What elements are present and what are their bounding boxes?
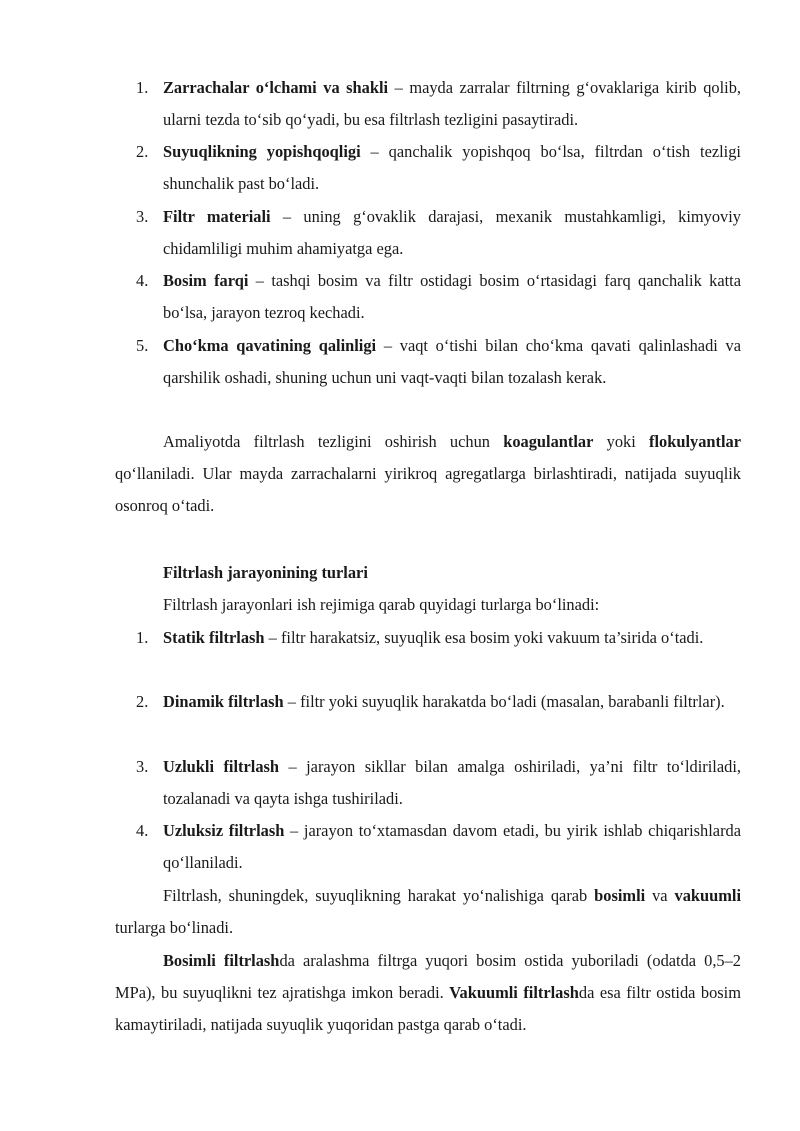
item-term: Zarrachalar o‘lchami va shakli: [163, 78, 389, 97]
section-intro: Filtrlash jarayonlari ish rejimiga qarab quyidagi turlarga bo‘linadi:: [163, 595, 600, 614]
type-item-3: [136, 751, 741, 815]
item-text: – jarayon sikllar bilan amalga oshiriladi, ya’ni filtr to‘ldiriladi, tozalanadi va qayta ishga tushiriladi.: [163, 757, 741, 808]
item-term: Statik filtrlash: [163, 628, 265, 647]
para-text: va: [645, 886, 675, 905]
para-bold-term: koagulantlar: [503, 432, 594, 451]
type-item-2: [136, 686, 741, 718]
factor-item-3: [136, 201, 741, 265]
item-text: – vaqt o‘tishi bilan cho‘kma qavati qalinlashadi va qarshilik oshadi, shuning uchun uni vaqt-vaqti bilan tozalash kerak.: [163, 336, 742, 387]
para-bold-term: Bosimli filtrlash: [163, 951, 280, 970]
para-text: da aralashma filtrga yuqori bosim ostida yuboriladi (odatda 0,5–2 MPa), bu suyuqlikni tez ajratishga imkon beradi.: [115, 951, 741, 1002]
item-text: – mayda zarralar filtrning g‘ovaklariga kirib qolib, ularni tezda to‘sib qo‘yadi, bu esa filtrlash tezligini pasaytiradi.: [163, 78, 741, 129]
item-term: Suyuqlikning yopishqoqligi: [163, 142, 361, 161]
factor-item-1: [136, 72, 741, 136]
item-term: Cho‘kma qavatining qalinligi: [163, 336, 377, 355]
para-bold-term: flokulyantlar: [649, 432, 742, 451]
list-number: 2.: [136, 692, 149, 711]
para-text: Filtrlash, shuningdek, suyuqlikning harakat yo‘nalishiga qarab: [163, 886, 595, 905]
item-term: Filtr materiali: [163, 207, 271, 226]
item-term: Bosim farqi: [163, 271, 249, 290]
para-text: qo‘llaniladi. Ular mayda zarrachalarni yirikroq agregatlarga birlashtiradi, natijada suyuqlik osonroq o‘tadi.: [115, 464, 741, 515]
paragraph-pressure-vacuum: [115, 945, 741, 1041]
paragraph-direction: [115, 880, 741, 944]
type-item-4: [136, 815, 741, 879]
para-text: Amaliyotda filtrlash tezligini oshirish uchun: [163, 432, 504, 451]
para-bold-term: Vakuumli filtrlash: [449, 983, 579, 1002]
para-bold-term: bosimli: [594, 886, 646, 905]
factor-item-2: [136, 136, 741, 200]
list-number: 1.: [136, 78, 149, 97]
item-text: – jarayon to‘xtamasdan davom etadi, bu yirik ishlab chiqarishlarda qo‘llaniladi.: [163, 821, 741, 872]
type-item-1: [136, 622, 741, 654]
para-bold-term: vakuumli: [674, 886, 741, 905]
list-number: 1.: [136, 628, 149, 647]
item-term: Uzluksiz filtrlash: [163, 821, 285, 840]
list-number: 2.: [136, 142, 149, 161]
list-number: 3.: [136, 757, 149, 776]
para-text: da esa filtr ostida bosim kamaytiriladi, natijada suyuqlik yuqoridan pastga qarab o‘tadi.: [115, 983, 741, 1034]
item-term: Dinamik filtrlash: [163, 692, 284, 711]
para-text: yoki: [593, 432, 650, 451]
item-text: – filtr yoki suyuqlik harakatda bo‘ladi (masalan, barabanli filtrlar).: [283, 692, 725, 711]
para-text: turlarga bo‘linadi.: [115, 918, 234, 937]
list-number: 5.: [136, 336, 149, 355]
item-term: Uzlukli filtrlash: [163, 757, 280, 776]
item-text: – qanchalik yopishqoq bo‘lsa, filtrdan o‘tish tezligi shunchalik past bo‘ladi.: [163, 142, 741, 193]
item-text: – tashqi bosim va filtr ostidagi bosim o‘rtasidagi farq qanchalik katta bo‘lsa, jarayon tezroq kechadi.: [163, 271, 741, 322]
factor-item-5: [136, 330, 742, 394]
list-number: 4.: [136, 821, 149, 840]
factor-item-4: [136, 265, 741, 329]
section-heading: Filtrlash jarayonining turlari: [163, 563, 368, 582]
item-text: – filtr harakatsiz, suyuqlik esa bosim yoki vakuum ta’sirida o‘tadi.: [264, 628, 704, 647]
item-text: – uning g‘ovaklik darajasi, mexanik mustahkamligi, kimyoviy chidamliligi muhim ahamiyatga ega.: [163, 207, 741, 258]
list-number: 3.: [136, 207, 149, 226]
list-number: 4.: [136, 271, 149, 290]
paragraph-coagulants: [115, 426, 741, 522]
